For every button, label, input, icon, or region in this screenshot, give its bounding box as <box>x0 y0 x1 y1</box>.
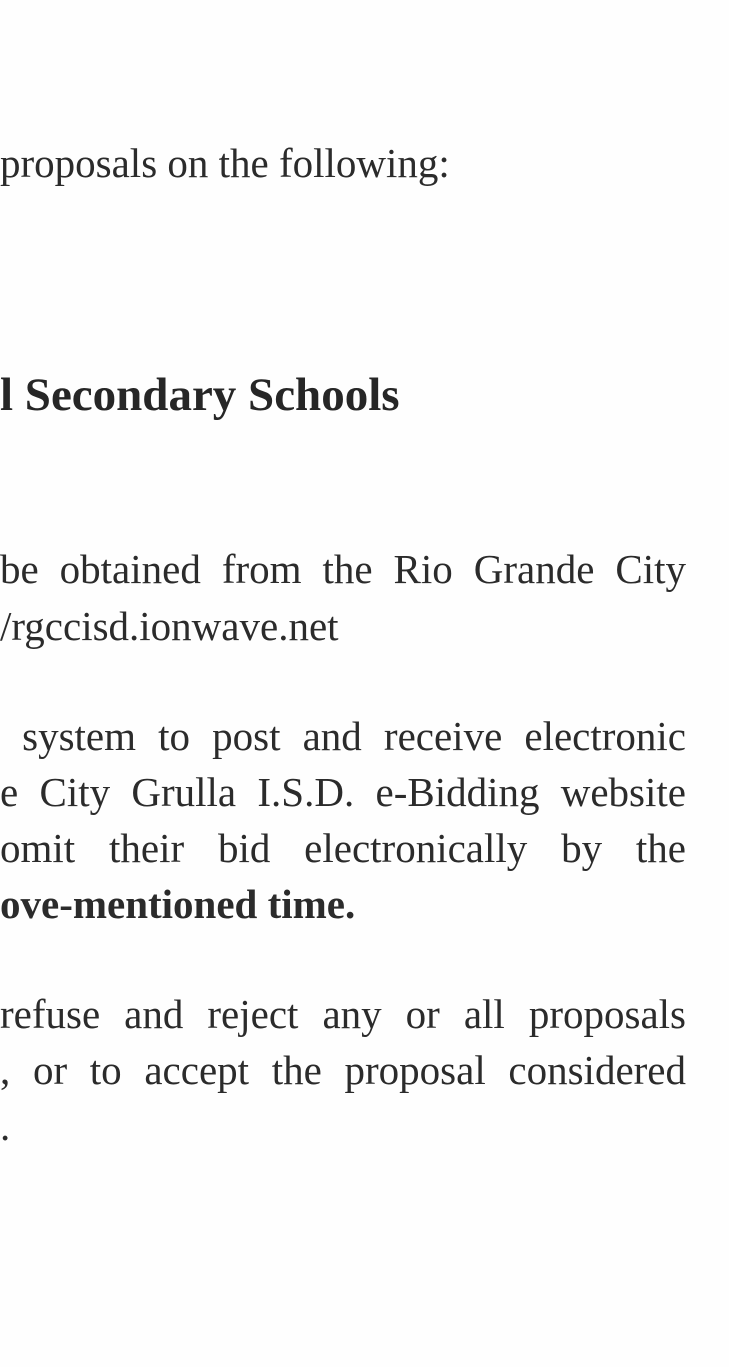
paragraph-3-line-2: , or to accept the proposal considered <box>0 1047 686 1093</box>
paragraph-2-line-2: e City Grulla I.S.D. e-Bidding website <box>0 769 686 815</box>
paragraph-1-line-1: be obtained from the Rio Grande City <box>0 546 686 592</box>
paragraph-1-line-2: /rgccisd.ionwave.net <box>0 603 339 649</box>
paragraph-2-line-3: omit their bid electronically by the <box>0 825 686 871</box>
section-heading: l Secondary Schools <box>0 369 400 421</box>
paragraph-2-line-1: system to post and receive electronic <box>0 713 686 759</box>
paragraph-2-line-4: ove-mentioned time. <box>0 881 356 927</box>
paragraph-3-line-3: . <box>0 1103 11 1149</box>
intro-line: proposals on the following: <box>0 140 450 186</box>
paragraph-3-line-1: refuse and reject any or all proposals <box>0 991 686 1037</box>
